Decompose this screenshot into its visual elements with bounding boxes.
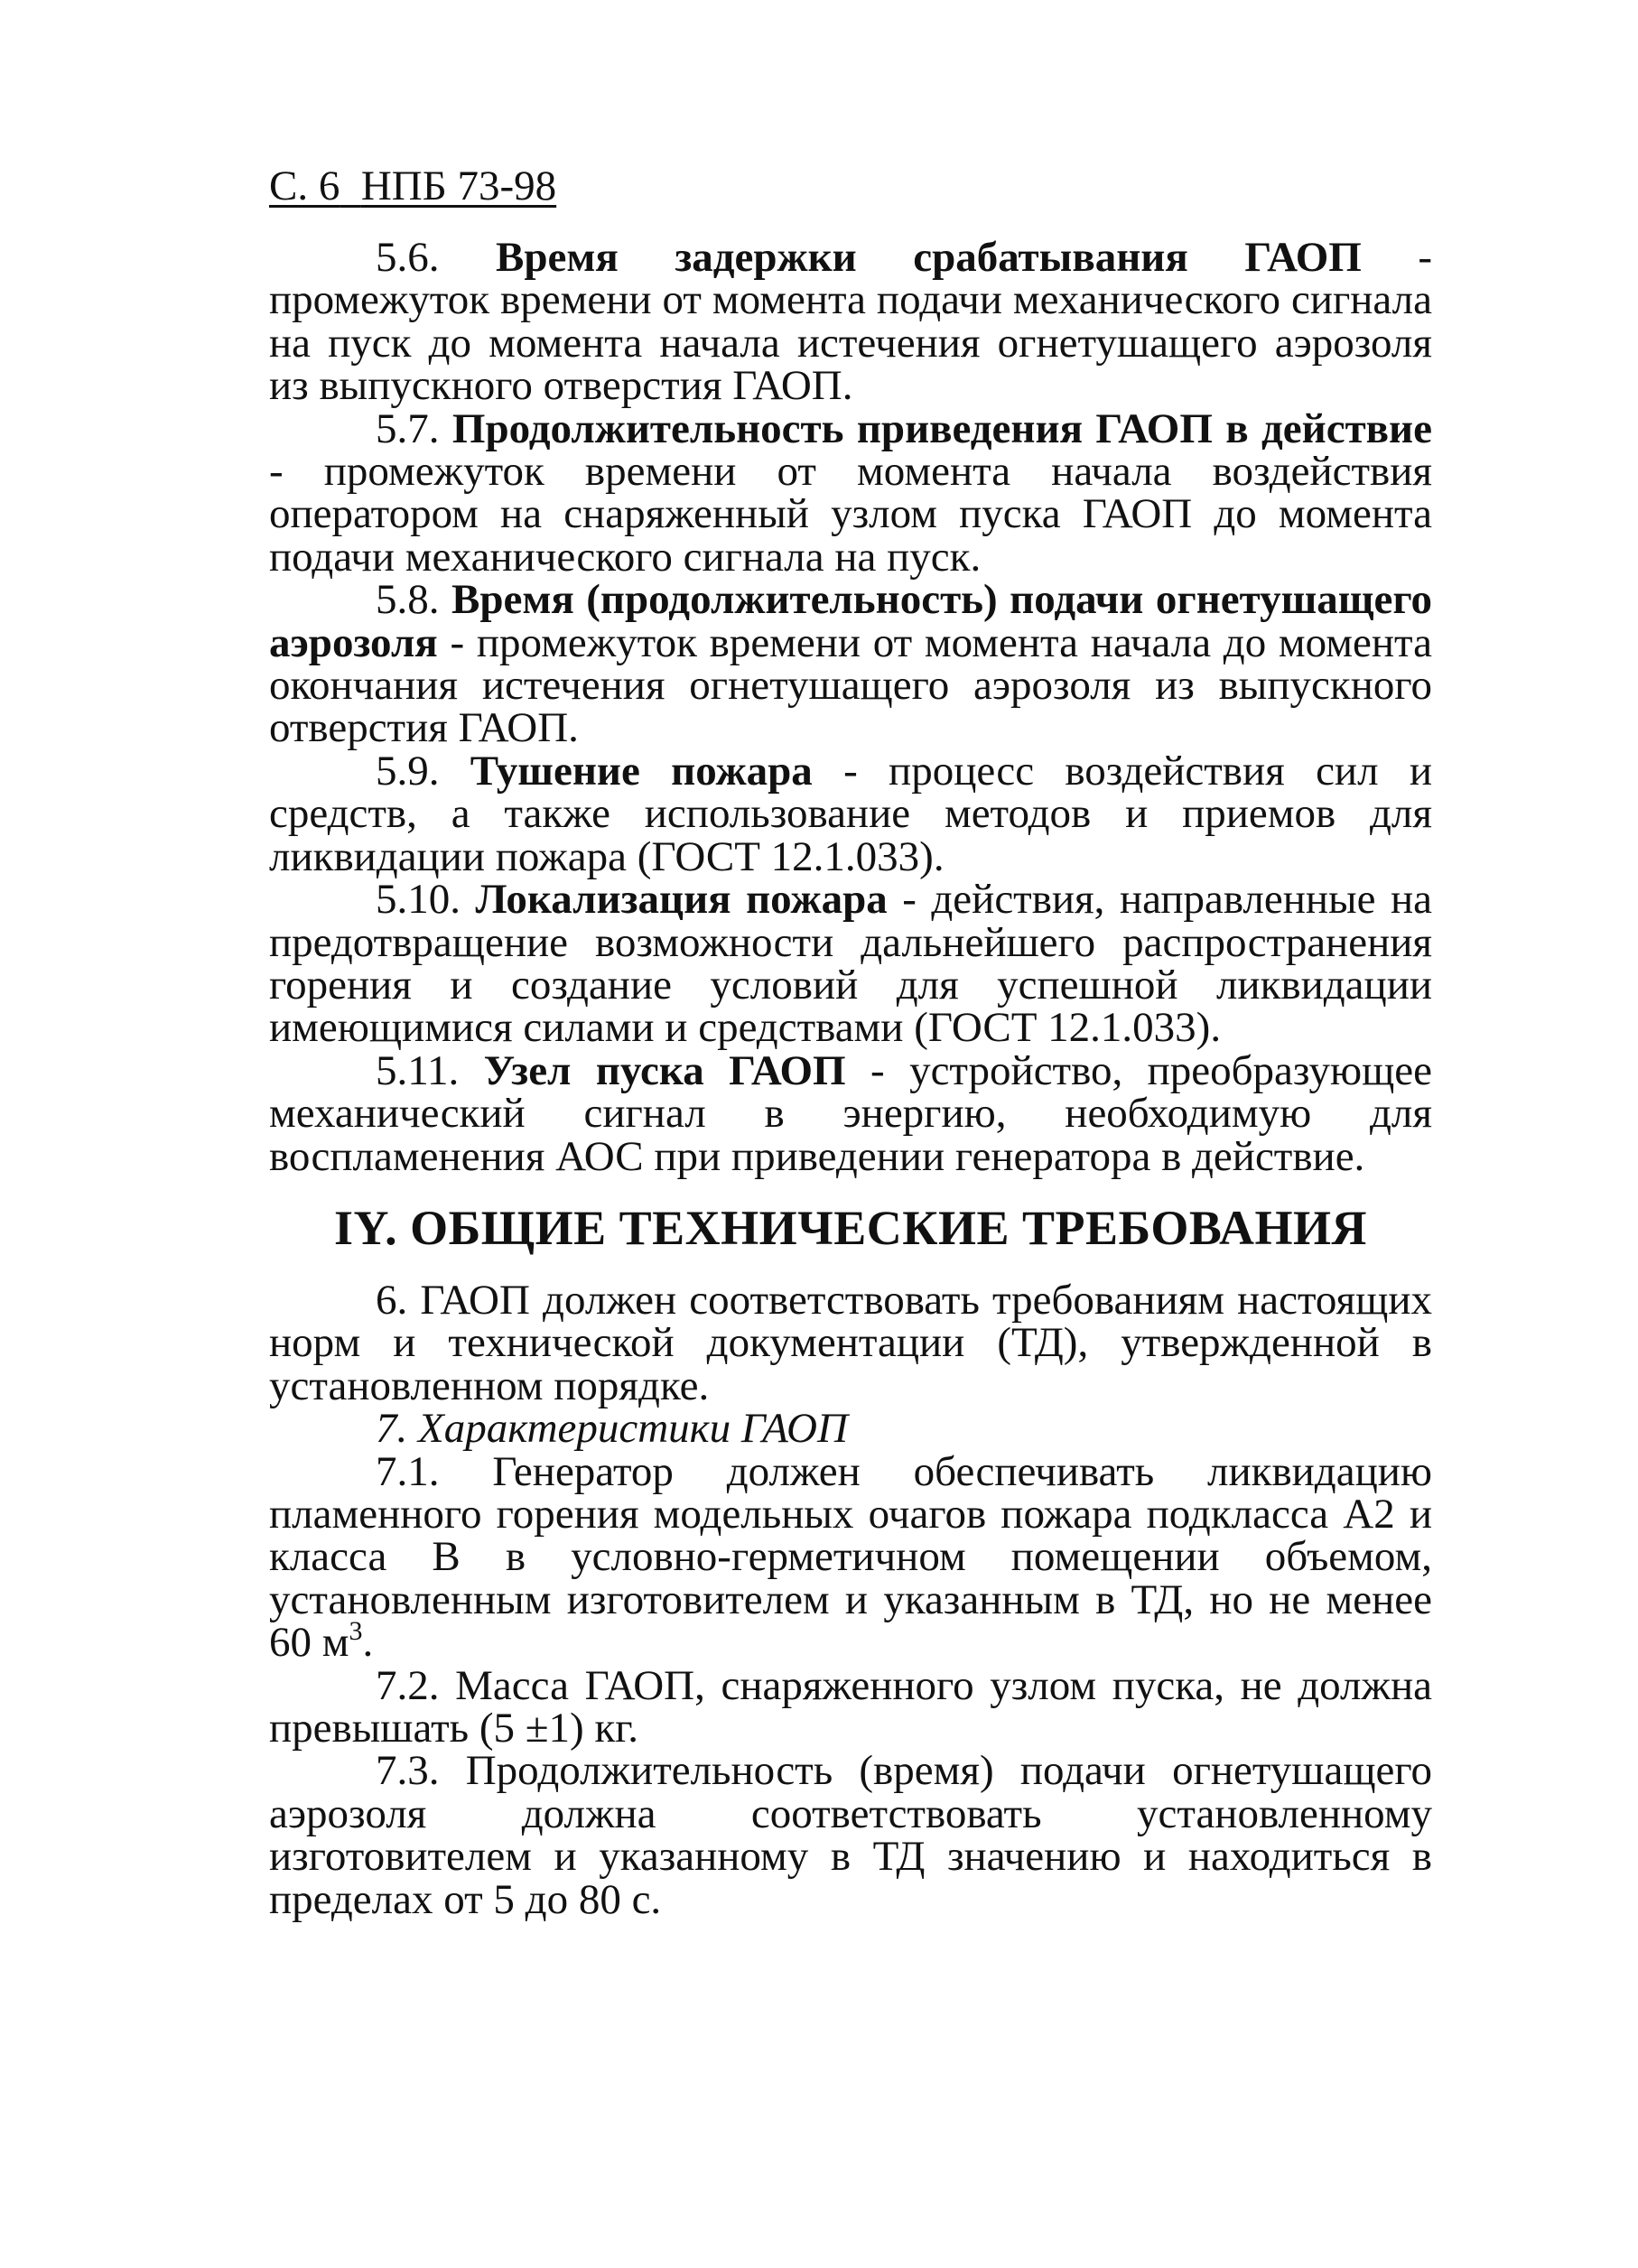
clause-number: 5.8. xyxy=(376,576,440,624)
definition-5-9 xyxy=(269,747,1432,880)
definition-text: - процесс воздействия сил и средств, а также использование методов и приемов для ликвидации пожара (ГОСТ 12.1.033). xyxy=(269,747,1432,880)
definition-5-10 xyxy=(269,878,1432,1050)
definition-text: - промежуток времени от момента начала до момента окончания истечения огнетушащего аэрозоля из выпускного отверстия ГАОП. xyxy=(269,618,1432,752)
definition-5-6 xyxy=(269,234,1433,410)
definition-5-8 xyxy=(269,576,1433,752)
requirement-7-1 xyxy=(269,1447,1432,1667)
requirement-7-2: 7.2. Масса ГАОП, снаряженного узлом пуска, не должна превышать (5 ±1) кг. xyxy=(269,1661,1432,1752)
document-body xyxy=(269,234,1433,1923)
header-document-code: НПБ 73-98 xyxy=(360,163,557,209)
defined-term: Локализация пожара xyxy=(475,876,888,924)
defined-term: Узел пуска ГАОП xyxy=(483,1046,846,1094)
defined-term: Продолжительность приведения ГАОП в действие xyxy=(451,404,1433,452)
clause-number: 5.9. xyxy=(376,747,440,795)
clause-number: 5.11. xyxy=(376,1046,460,1094)
subsection-heading: 7. Характеристики ГАОП xyxy=(376,1405,848,1453)
requirement-6: 6. ГАОП должен соответствовать требованиям настоящих норм и технической документации (ТД), утвержденной в установленном порядке. xyxy=(269,1276,1432,1409)
definition-text: - промежуток времени от момента начала воздействия оператором на снаряженный узлом пуска ГАОП до момента подачи механического сигнала на пуск. xyxy=(269,448,1432,581)
clause-number: 5.10. xyxy=(376,876,461,924)
requirement-text: 7.1. Генератор должен обеспечивать ликвидацию пламенного горения модельных очагов пожара подкласса А2 и класса В в условно-герметичном помещении объемом, установленным изготовителем и указанным в ТД, но не менее 60 м xyxy=(269,1447,1432,1667)
defined-term: Время (продолжительность) подачи огнетушащего аэрозоля xyxy=(269,576,1433,666)
page-header xyxy=(269,161,556,211)
definition-text: - промежуток времени от момента подачи механического сигнала на пуск до момента начала истечения огнетушащего аэрозоля из выпускного отверстия ГАОП. xyxy=(269,234,1433,410)
header-page-number: С. 6 xyxy=(269,163,340,209)
clause-number: 5.6. xyxy=(376,234,440,281)
defined-term: Тушение пожара xyxy=(470,747,813,795)
clause-number: 5.7. xyxy=(376,404,440,452)
defined-term: Время задержки срабатывания ГАОП xyxy=(496,234,1362,281)
section-title: IY. ОБЩИЕ ТЕХНИЧЕСКИЕ ТРЕБОВАНИЯ xyxy=(334,1200,1367,1255)
definition-text: - устройство, преобразующее механический сигнал в энергию, необходимую для воспламенения АОС при приведении генератора в действие. xyxy=(269,1046,1433,1180)
definition-text: - действия, направленные на предотвращение возможности дальнейшего распространения горения и создание условий для успешной ликвидации имеющимися силами и средствами (ГОСТ 12.1.033). xyxy=(269,876,1433,1052)
sentence-end: . xyxy=(362,1619,374,1667)
superscript-exponent: 3 xyxy=(349,1616,363,1647)
definition-5-11 xyxy=(269,1046,1433,1180)
definition-5-7 xyxy=(269,404,1433,581)
requirement-7-3: 7.3. Продолжительность (время) подачи огнетушащего аэрозоля должна соответствовать установленному изготовителем и указанному в ТД значению и находиться в пределах от 5 до 80 с. xyxy=(269,1747,1432,1923)
